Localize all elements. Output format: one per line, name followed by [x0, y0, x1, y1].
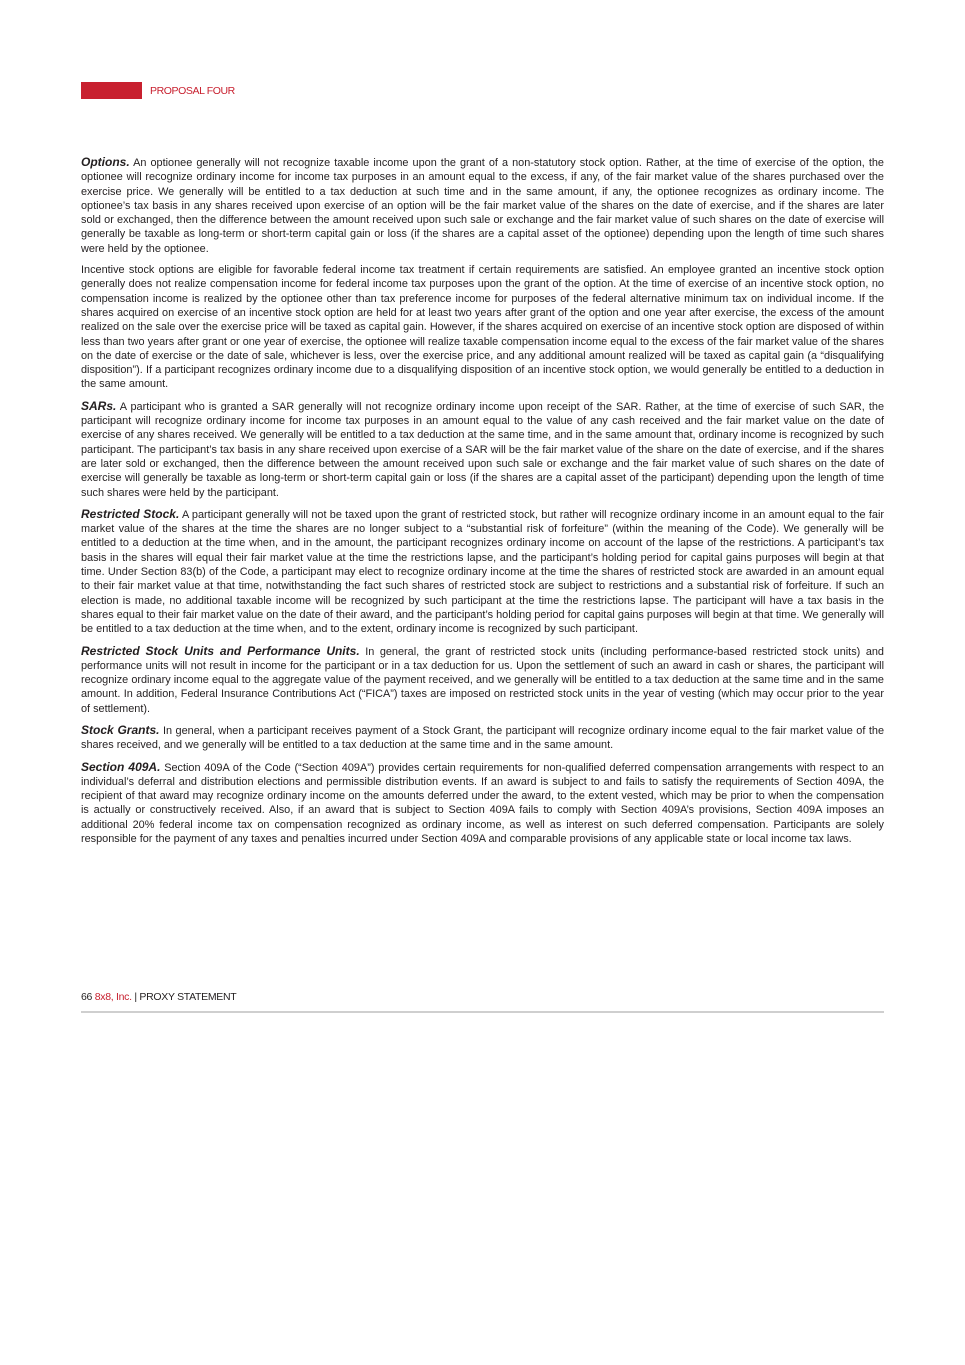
paragraph-heading: Restricted Stock Units and Performance Units.	[81, 643, 360, 658]
paragraph-heading: Restricted Stock.	[81, 506, 180, 521]
body-text	[81, 155, 884, 853]
page-header	[81, 82, 235, 99]
paragraph-text: In general, the grant of restricted stock units (including performance-based restricted stock units) and performance units will not result in income for the participant or in a tax deduction for us. Upon the settlement of such an award in cash or shares, the participant will recognize ordinary income equal to the aggregate value of the payment received, and we generally will be entitled to a tax deduction at the same time and in the same amount. In addition, Federal Insurance Contributions Act (“FICA”) taxes are imposed on restricted stock units in the year of vesting (which may occur prior to the year of settlement).	[81, 645, 884, 715]
paragraph-text: An optionee generally will not recognize taxable income upon the grant of a non-statutory stock option. Rather, at the time of exercise of the option, the optionee will recognize ordinary income for income tax purposes in an amount equal to the excess, if any, of the fair market value of the shares purchased over the exercise price. We generally will be entitled to a tax deduction at such time and in the same amount, if any, the optionee recognizes as ordinary income. The optionee’s tax basis in any shares received upon exercise of an option will be the fair market value of the shares on the date of exercise, and if the shares are later sold or exchanged, then the difference between the amount received upon such sale or exchange and the fair market value of such shares on the date of exercise will generally be taxable as long-term or short-term capital gain or loss (if the shares are a capital asset of the optionee) depending upon the length of time such shares were held by the optionee.	[81, 157, 884, 255]
page-number: 66	[81, 991, 93, 1003]
paragraph-text: A participant who is granted a SAR generally will not recognize ordinary income upon receipt of the SAR. Rather, at the time of exercise of such SAR, the participant will recognize ordinary income for income tax purposes in an amount equal to the value of any cash received and the fair market value on the date of exercise of any shares received. We generally will be entitled to a tax deduction at the same time, and in the same amount that, ordinary income is recognized by such participant. The participant’s tax basis in any share received upon exercise of a SAR will be the fair market value of the share on the date of exercise, and if the shares are later sold or exchanged, then the difference between the amount received upon such sale or exchange and the fair market value of such shares on the date of exercise will generally be taxable as long-term or short-term capital gain or loss (if the shares are a capital asset of the participant) depending upon the length of time such shares were held by the participant.	[81, 400, 884, 499]
paragraph-heading: Stock Grants.	[81, 722, 160, 737]
paragraph-restricted-stock-units	[81, 644, 884, 716]
paragraph-incentive-stock-options	[81, 263, 884, 392]
page-footer	[81, 991, 884, 1003]
paragraph-section-409a	[81, 760, 884, 847]
paragraph-heading: Section 409A.	[81, 759, 161, 774]
paragraph-heading: SARs.	[81, 398, 117, 413]
paragraph-text: Incentive stock options are eligible for favorable federal income tax treatment if certain requirements are satisfied. An employee granted an incentive stock option generally does not realize compensation income for federal income tax purposes upon the grant of the option. At the time of exercise of an incentive stock option, no compensation income is realized by the optionee other than tax preference income for purposes of the federal alternative minimum tax on individual income. If the shares acquired on exercise of an incentive stock option are held for at least two years after grant of the option and one year after exercise, the excess of the amount realized on the sale over the exercise price will be taxed as capital gain. However, if the shares acquired on exercise of an incentive stock option are disposed of within less than two years after grant or one year of exercise, the optionee will realize taxable compensation income equal to the excess of the fair market value of the shares on the date of exercise or the date of sale, whichever is less, over the exercise price, and any additional amount realized will be taxed as capital gain (a “disqualifying disposition”). If a participant recognizes ordinary income due to a disqualifying disposition of an incentive stock option, we would generally be entitled to a deduction in the same amount.	[81, 264, 884, 391]
paragraph-text: In general, when a participant receives payment of a Stock Grant, the participant will recognize ordinary income equal to the fair market value of the shares received, and we generally will be entitled to a tax deduction at the same time and in the same amount.	[81, 724, 884, 752]
paragraph-text: Section 409A of the Code (“Section 409A”) provides certain requirements for non-qualified deferred compensation arrangements with respect to an individual’s deferral and distribution elections and permissible distribution events. If an award is subject to and fails to satisfy the requirements of Section 409A, the recipient of that award may recognize ordinary income on the amounts deferred under the award, to the extent vested, which may be prior to when the compensation is actually or constructively received. Also, if an award that is subject to Section 409A fails to comply with Section 409A’s provisions, Section 409A imposes an additional 20% federal income tax on compensation recognized as ordinary income, as well as interest on such deferred compensation. Participants are solely responsible for the payment of any taxes and penalties incurred under Section 409A and comparable provisions of any applicable state or local income tax laws.	[81, 761, 884, 846]
section-label: PROPOSAL FOUR	[150, 84, 235, 97]
paragraph-stock-grants	[81, 723, 884, 753]
header-accent-bar	[81, 82, 142, 99]
paragraph-sars	[81, 399, 884, 500]
paragraph-restricted-stock	[81, 507, 884, 637]
company-name: 8x8, Inc.	[94, 991, 132, 1003]
footer-divider	[81, 1011, 884, 1013]
paragraph-heading: Options.	[81, 155, 130, 169]
paragraph-text: A participant generally will not be taxed upon the grant of restricted stock, but rather will recognize ordinary income in an amount equal to the fair market value of the shares at the time the shares are no longer subject to a “substantial risk of forfeiture” (within the meaning of the Code). We generally will be entitled to a deduction at the time when, and in the amount, the participant recognizes ordinary income on account of the lapse of the restrictions. A participant’s tax basis in the shares will equal their fair market value at the time the restrictions lapse, and the participant’s holding period for capital gains purposes will begin at that time. Under Section 83(b) of the Code, a participant may elect to recognize ordinary income at the time the shares of restricted stock are awarded in an amount equal to their fair market value at that time, notwithstanding the fact such shares of restricted stock are subject to restrictions and a substantial risk of forfeiture. If such an election is made, no additional taxable income will be recognized by such participant at the time the restrictions lapse. The participant will have a tax basis in the shares equal to their fair market value on the date of their award, and the participant’s holding period for capital gains purposes will begin at that time. We generally will be entitled to a tax deduction at the time when, and to the extent, ordinary income is recognized by such participant.	[81, 508, 884, 636]
document-title: | PROXY STATEMENT	[134, 991, 237, 1003]
paragraph-options	[81, 155, 884, 256]
